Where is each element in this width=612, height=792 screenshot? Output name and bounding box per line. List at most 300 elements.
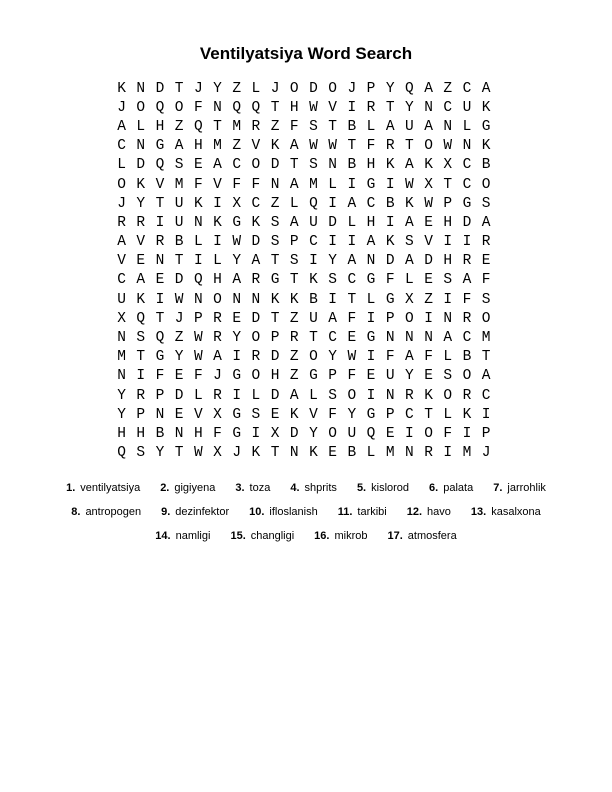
grid-letter: O <box>136 99 146 116</box>
word-text: toza <box>249 482 271 494</box>
grid-letter: A <box>385 118 395 135</box>
grid-letter: G <box>366 330 376 347</box>
grid-letter: A <box>289 138 299 155</box>
grid-letter: T <box>136 349 146 366</box>
grid-letter: T <box>213 118 222 135</box>
grid-letter: K <box>309 445 318 462</box>
word-number: 6. <box>429 482 439 494</box>
grid-letter: H <box>443 253 453 270</box>
grid-letter: F <box>347 368 357 385</box>
grid-letter: P <box>385 310 395 327</box>
grid-letter: D <box>174 387 184 404</box>
grid-letter: A <box>405 253 414 270</box>
grid-letter: A <box>232 272 242 289</box>
grid-letter: I <box>347 234 357 251</box>
word-number: 8. <box>71 506 81 518</box>
grid-letter: I <box>385 176 395 193</box>
grid-letter: K <box>385 234 395 251</box>
grid-letter: D <box>309 80 318 97</box>
grid-row <box>112 444 496 463</box>
grid-letter: C <box>481 387 491 404</box>
grid-letter: F <box>193 176 203 193</box>
grid-letter: Z <box>289 310 299 327</box>
word-list-line <box>0 500 612 524</box>
grid-letter: L <box>117 157 126 174</box>
grid-letter: N <box>385 387 395 404</box>
word-number: 5. <box>356 482 367 494</box>
grid-letter: R <box>213 310 222 327</box>
grid-letter: P <box>155 387 165 404</box>
word-list-item <box>493 482 546 494</box>
grid-letter: A <box>424 80 433 97</box>
grid-letter: L <box>309 387 318 404</box>
grid-letter: Y <box>213 80 222 97</box>
grid-letter: N <box>424 330 433 347</box>
grid-letter: U <box>405 118 414 135</box>
grid-letter: K <box>251 445 261 462</box>
word-number: 4. <box>290 482 300 494</box>
grid-letter: I <box>155 291 165 308</box>
grid-letter: Z <box>270 195 280 212</box>
word-list-item <box>407 506 451 518</box>
grid-letter: I <box>443 291 453 308</box>
grid-letter: F <box>347 310 357 327</box>
grid-letter: R <box>289 330 299 347</box>
grid-letter: A <box>213 349 222 366</box>
grid-letter: T <box>270 253 280 270</box>
grid-letter: U <box>174 214 184 231</box>
grid-letter: K <box>251 214 261 231</box>
grid-letter: D <box>251 234 261 251</box>
grid-letter: F <box>251 176 261 193</box>
grid-letter: I <box>213 234 222 251</box>
word-number: 10. <box>249 506 265 518</box>
grid-letter: V <box>155 176 165 193</box>
grid-letter: R <box>424 445 433 462</box>
grid-letter: S <box>309 118 318 135</box>
grid-row <box>112 98 496 117</box>
grid-letter: G <box>232 425 242 442</box>
grid-letter: I <box>309 253 318 270</box>
grid-letter: I <box>405 425 414 442</box>
grid-letter: T <box>174 80 184 97</box>
grid-letter: X <box>117 310 126 327</box>
grid-letter: Y <box>328 253 337 270</box>
grid-letter: W <box>193 349 203 366</box>
grid-row <box>112 194 496 213</box>
grid-letter: A <box>481 80 491 97</box>
grid-letter: S <box>309 157 318 174</box>
grid-letter: L <box>462 118 472 135</box>
word-list-item <box>471 506 541 518</box>
word-text: mikrob <box>334 530 368 542</box>
grid-letter: O <box>443 387 453 404</box>
grid-letter: T <box>385 99 395 116</box>
grid-letter: W <box>193 445 203 462</box>
grid-letter: A <box>289 176 299 193</box>
grid-letter: A <box>443 330 453 347</box>
grid-letter: Y <box>309 425 318 442</box>
grid-letter: F <box>213 425 222 442</box>
grid-letter: A <box>462 272 472 289</box>
grid-letter: E <box>174 406 184 423</box>
grid-letter: O <box>328 425 337 442</box>
grid-letter: A <box>424 118 433 135</box>
grid-letter: I <box>232 349 242 366</box>
grid-letter: T <box>174 253 184 270</box>
word-number: 7. <box>493 482 503 494</box>
word-number: 14. <box>155 530 171 542</box>
grid-letter: G <box>232 406 242 423</box>
word-list-item <box>387 530 456 542</box>
grid-letter: W <box>232 234 242 251</box>
grid-letter: H <box>366 157 376 174</box>
grid-letter: R <box>251 349 261 366</box>
grid-letter: D <box>462 214 472 231</box>
grid-letter: R <box>117 214 126 231</box>
grid-letter: N <box>213 99 222 116</box>
word-text: dezinfektor <box>175 506 230 518</box>
grid-letter: Q <box>155 330 165 347</box>
grid-letter: H <box>289 99 299 116</box>
grid-letter: L <box>251 80 261 97</box>
grid-letter: D <box>174 272 184 289</box>
grid-letter: S <box>405 234 414 251</box>
grid-letter: N <box>405 330 414 347</box>
grid-letter: W <box>174 291 184 308</box>
grid-letter: K <box>289 291 299 308</box>
word-list-item <box>338 506 387 518</box>
grid-letter: E <box>424 214 433 231</box>
grid-letter: G <box>462 195 472 212</box>
grid-letter: K <box>193 195 203 212</box>
grid-letter: S <box>328 387 337 404</box>
word-list-item <box>429 482 473 494</box>
grid-letter: L <box>193 234 203 251</box>
grid-letter: Q <box>136 310 146 327</box>
grid-letter: N <box>289 445 299 462</box>
grid-letter: K <box>424 387 433 404</box>
grid-letter: P <box>366 80 376 97</box>
grid-letter: I <box>462 425 472 442</box>
grid-row <box>112 424 496 443</box>
grid-letter: K <box>481 138 491 155</box>
grid-letter: I <box>232 387 242 404</box>
grid-letter: C <box>117 272 126 289</box>
grid-letter: D <box>328 214 337 231</box>
grid-letter: T <box>270 445 280 462</box>
grid-letter: V <box>424 234 433 251</box>
grid-letter: L <box>443 349 453 366</box>
word-text: ventilyatsiya <box>80 482 141 494</box>
grid-letter: V <box>193 406 203 423</box>
grid-letter: C <box>251 195 261 212</box>
grid-letter: P <box>443 195 453 212</box>
grid-letter: V <box>213 176 222 193</box>
grid-letter: I <box>366 387 376 404</box>
grid-row <box>112 175 496 194</box>
grid-letter: F <box>385 272 395 289</box>
word-text: kislorod <box>371 482 410 494</box>
grid-letter: C <box>462 330 472 347</box>
grid-letter: K <box>136 176 146 193</box>
grid-letter: I <box>443 234 453 251</box>
grid-letter: E <box>481 253 491 270</box>
grid-letter: K <box>385 157 395 174</box>
grid-letter: C <box>462 157 472 174</box>
grid-letter: J <box>270 80 280 97</box>
grid-row <box>112 252 496 271</box>
grid-letter: T <box>424 406 433 423</box>
grid-letter: S <box>270 214 280 231</box>
grid-letter: R <box>462 310 472 327</box>
word-text: kasalxona <box>491 506 541 518</box>
grid-letter: T <box>174 445 184 462</box>
grid-row <box>112 290 496 309</box>
grid-letter: B <box>385 195 395 212</box>
grid-letter: F <box>232 176 242 193</box>
grid-letter: M <box>232 118 242 135</box>
grid-row <box>112 213 496 232</box>
grid-letter: E <box>347 330 357 347</box>
grid-letter: Q <box>193 118 203 135</box>
grid-letter: D <box>270 387 280 404</box>
grid-letter: P <box>385 406 395 423</box>
word-text: antropogen <box>85 506 142 518</box>
grid-letter: Y <box>405 99 414 116</box>
grid-letter: N <box>405 445 414 462</box>
grid-letter: P <box>289 234 299 251</box>
word-list-item <box>71 506 141 518</box>
grid-row <box>112 309 496 328</box>
grid-letter: Q <box>405 80 414 97</box>
grid-letter: E <box>193 157 203 174</box>
grid-letter: T <box>155 195 165 212</box>
grid-letter: Y <box>328 349 337 366</box>
grid-letter: T <box>405 138 414 155</box>
grid-letter: W <box>443 138 453 155</box>
grid-letter: B <box>155 425 165 442</box>
word-list-item <box>155 530 210 542</box>
letter-grid <box>112 79 496 463</box>
grid-letter: N <box>462 138 472 155</box>
grid-letter: F <box>193 368 203 385</box>
grid-letter: Y <box>232 253 242 270</box>
grid-letter: O <box>424 425 433 442</box>
grid-letter: J <box>117 99 126 116</box>
grid-letter: K <box>405 195 414 212</box>
word-number: 17. <box>387 530 403 542</box>
grid-letter: I <box>347 176 357 193</box>
grid-letter: M <box>309 176 318 193</box>
grid-letter: O <box>424 138 433 155</box>
grid-letter: G <box>155 349 165 366</box>
grid-letter: B <box>347 445 357 462</box>
grid-letter: C <box>309 234 318 251</box>
grid-letter: D <box>155 80 165 97</box>
grid-letter: E <box>328 445 337 462</box>
grid-letter: I <box>193 253 203 270</box>
grid-letter: B <box>462 349 472 366</box>
grid-row <box>112 137 496 156</box>
grid-letter: G <box>270 272 280 289</box>
grid-letter: O <box>481 310 491 327</box>
grid-letter: P <box>270 330 280 347</box>
grid-letter: A <box>405 157 414 174</box>
grid-letter: N <box>193 291 203 308</box>
grid-letter: Y <box>385 80 395 97</box>
grid-row <box>112 386 496 405</box>
grid-letter: K <box>270 291 280 308</box>
word-list <box>0 476 612 548</box>
grid-letter: E <box>174 368 184 385</box>
grid-letter: F <box>193 99 203 116</box>
grid-letter: N <box>136 138 146 155</box>
grid-letter: H <box>193 138 203 155</box>
grid-letter: T <box>481 349 491 366</box>
grid-letter: A <box>213 157 222 174</box>
grid-letter: N <box>385 330 395 347</box>
grid-letter: B <box>481 157 491 174</box>
grid-letter: N <box>443 310 453 327</box>
word-list-item <box>314 530 367 542</box>
grid-letter: A <box>117 234 126 251</box>
grid-letter: U <box>309 214 318 231</box>
word-text: tarkibi <box>357 506 387 518</box>
grid-letter: L <box>328 176 337 193</box>
grid-letter: K <box>481 99 491 116</box>
grid-letter: C <box>462 176 472 193</box>
grid-letter: H <box>213 272 222 289</box>
word-text: shprits <box>304 482 337 494</box>
grid-letter: L <box>213 253 222 270</box>
grid-letter: R <box>136 214 146 231</box>
word-text: jarrohlik <box>507 482 546 494</box>
grid-letter: L <box>366 118 376 135</box>
word-number: 2. <box>160 482 170 494</box>
word-number: 1. <box>66 482 76 494</box>
grid-letter: C <box>232 157 242 174</box>
grid-letter: R <box>462 253 472 270</box>
word-list-item <box>357 482 409 494</box>
grid-letter: O <box>289 80 299 97</box>
grid-letter: A <box>481 214 491 231</box>
grid-letter: Y <box>232 330 242 347</box>
grid-letter: A <box>347 253 357 270</box>
grid-letter: G <box>309 368 318 385</box>
grid-letter: B <box>347 118 357 135</box>
grid-letter: Y <box>155 445 165 462</box>
grid-letter: N <box>117 330 126 347</box>
word-list-item <box>160 482 215 494</box>
grid-letter: Q <box>193 272 203 289</box>
grid-letter: X <box>213 406 222 423</box>
grid-letter: T <box>289 157 299 174</box>
grid-letter: W <box>328 138 337 155</box>
grid-letter: R <box>213 387 222 404</box>
grid-letter: H <box>193 425 203 442</box>
grid-letter: L <box>289 195 299 212</box>
grid-letter: J <box>193 80 203 97</box>
word-text: havo <box>427 506 451 518</box>
grid-letter: R <box>481 234 491 251</box>
grid-letter: N <box>155 406 165 423</box>
grid-letter: S <box>136 330 146 347</box>
grid-letter: O <box>117 176 126 193</box>
grid-letter: E <box>232 310 242 327</box>
grid-letter: A <box>136 272 146 289</box>
grid-letter: O <box>462 368 472 385</box>
grid-row <box>112 79 496 98</box>
grid-letter: K <box>117 80 126 97</box>
grid-letter: A <box>251 253 261 270</box>
grid-letter: Q <box>309 195 318 212</box>
grid-letter: R <box>155 234 165 251</box>
grid-letter: N <box>155 253 165 270</box>
grid-letter: D <box>289 425 299 442</box>
grid-letter: N <box>443 118 453 135</box>
grid-letter: N <box>174 425 184 442</box>
grid-letter: V <box>328 99 337 116</box>
grid-letter: O <box>251 368 261 385</box>
word-number: 3. <box>235 482 245 494</box>
grid-letter: E <box>366 368 376 385</box>
word-list-line <box>0 476 612 500</box>
grid-letter: D <box>251 310 261 327</box>
word-list-item <box>290 482 337 494</box>
grid-letter: A <box>328 310 337 327</box>
grid-letter: K <box>462 406 472 423</box>
grid-row <box>112 348 496 367</box>
grid-letter: F <box>443 425 453 442</box>
grid-letter: S <box>443 272 453 289</box>
grid-letter: V <box>136 234 146 251</box>
grid-letter: Y <box>117 406 126 423</box>
grid-letter: G <box>385 291 395 308</box>
grid-letter: H <box>270 368 280 385</box>
grid-letter: P <box>328 368 337 385</box>
grid-letter: O <box>328 80 337 97</box>
grid-letter: I <box>136 368 146 385</box>
grid-letter: H <box>117 425 126 442</box>
grid-letter: F <box>328 406 337 423</box>
grid-letter: D <box>136 157 146 174</box>
grid-letter: J <box>174 310 184 327</box>
grid-letter: V <box>309 406 318 423</box>
grid-letter: S <box>251 406 261 423</box>
grid-letter: R <box>462 387 472 404</box>
grid-letter: Y <box>117 387 126 404</box>
grid-letter: T <box>443 176 453 193</box>
grid-letter: W <box>347 349 357 366</box>
grid-letter: G <box>366 176 376 193</box>
grid-letter: E <box>424 368 433 385</box>
grid-letter: K <box>270 138 280 155</box>
grid-letter: F <box>424 349 433 366</box>
grid-letter: F <box>155 368 165 385</box>
grid-letter: C <box>366 195 376 212</box>
grid-letter: O <box>213 291 222 308</box>
grid-letter: L <box>193 387 203 404</box>
grid-letter: J <box>481 445 491 462</box>
grid-letter: Z <box>174 330 184 347</box>
grid-letter: I <box>328 195 337 212</box>
grid-letter: C <box>443 99 453 116</box>
grid-letter: X <box>424 176 433 193</box>
grid-letter: T <box>347 138 357 155</box>
grid-letter: Q <box>155 99 165 116</box>
grid-letter: C <box>347 272 357 289</box>
